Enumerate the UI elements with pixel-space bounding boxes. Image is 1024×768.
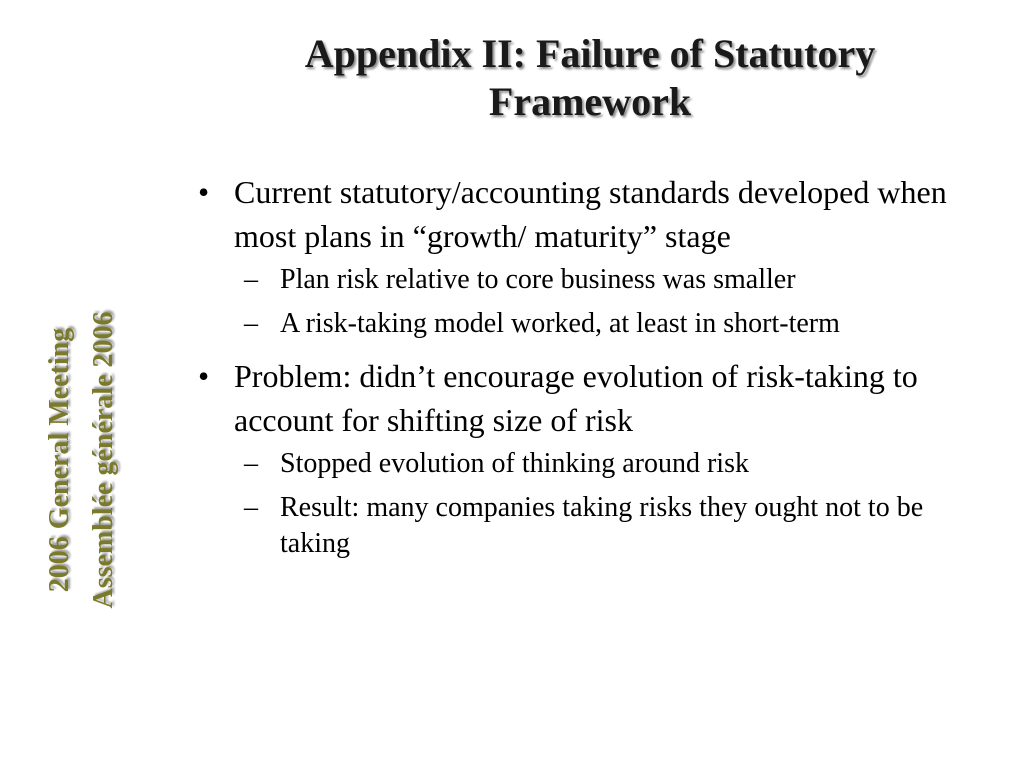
sub-bullet-item bbox=[196, 446, 986, 482]
sub-bullet-text: A risk-taking model worked, at least in short-term bbox=[280, 308, 840, 339]
bullet-text: Current statutory/accounting standards developed when most plans in “growth/ maturity” stage bbox=[234, 174, 947, 254]
slide-title: Appendix II: Failure of Statutory Framework bbox=[304, 31, 876, 124]
dash-marker: – bbox=[244, 492, 258, 523]
bullet-list bbox=[196, 170, 986, 570]
dash-marker: – bbox=[244, 308, 258, 339]
sub-bullet-text: Stopped evolution of thinking around risk bbox=[280, 448, 749, 479]
bullet-item bbox=[196, 170, 986, 258]
sub-bullet-item bbox=[196, 306, 986, 342]
side-label bbox=[38, 280, 126, 640]
dash-marker: – bbox=[244, 448, 258, 479]
sub-bullet-text: Plan risk relative to core business was smaller bbox=[280, 264, 796, 295]
side-label-line2: Assemblée générale 2006 bbox=[88, 311, 119, 609]
dash-marker: – bbox=[244, 264, 258, 295]
bullet-marker: • bbox=[198, 358, 210, 394]
side-label-line1: 2006 General Meeting bbox=[44, 327, 75, 593]
bullet-item bbox=[196, 354, 986, 442]
sub-bullet-text: Result: many companies taking risks they ought not to be taking bbox=[280, 492, 924, 559]
bullet-text: Problem: didn’t encourage evolution of risk-taking to account for shifting size of risk bbox=[234, 358, 918, 438]
sub-bullet-item bbox=[196, 262, 986, 298]
bullet-marker: • bbox=[198, 174, 210, 210]
sub-bullet-item bbox=[196, 490, 986, 562]
